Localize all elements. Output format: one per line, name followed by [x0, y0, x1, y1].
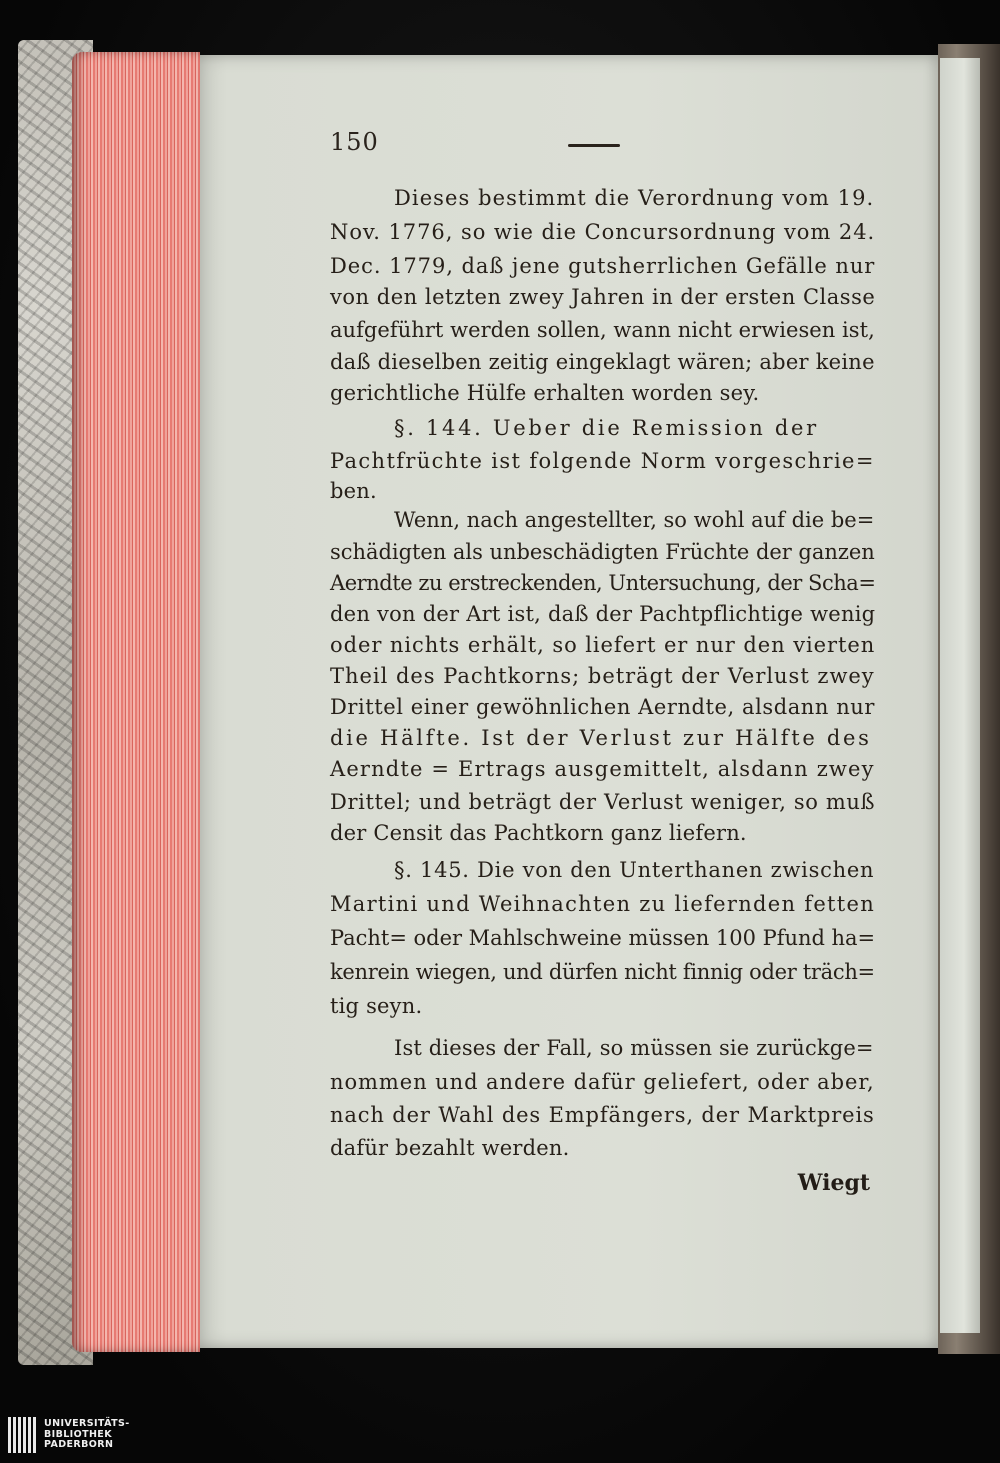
text-line: tig seyn. [330, 994, 423, 1018]
catchword: Wiegt [797, 1170, 870, 1196]
logo-line-1: UNIVERSITÄTS- [44, 1417, 130, 1429]
text-line: von den letzten zwey Jahren in der ersten Classe [330, 285, 876, 309]
page-block-edges [72, 52, 200, 1352]
text-line: Aerndte zu erstreckenden, Untersuchung, der Scha= [330, 571, 876, 595]
text-line: den von der Art ist, daß der Pachtpflichtige wenig [330, 602, 876, 626]
text-line: §. 144. Ueber die Remission der [394, 416, 819, 440]
text-line: Drittel einer gewöhnlichen Aerndte, alsdann nur [330, 695, 875, 719]
text-line: Theil des Pachtkorns; beträgt der Verlust zwey [330, 664, 875, 688]
text-line: Pacht= oder Mahlschweine müssen 100 Pfund ha= [330, 926, 876, 950]
logo-line-2: BIBLIOTHEK [44, 1428, 112, 1440]
text-line: aufgeführt werden sollen, wann nicht erwiesen ist, [330, 318, 875, 342]
text-line: schädigten als unbeschädigten Früchte der ganzen [330, 540, 875, 564]
text-line: oder nichts erhält, so liefert er nur den vierten [330, 633, 876, 657]
text-line: nommen und andere dafür geliefert, oder aber, [330, 1070, 875, 1094]
library-logo [8, 1417, 130, 1453]
text-line: der Censit das Pachtkorn ganz liefern. [330, 821, 747, 845]
text-line: kenrein wiegen, und dürfen nicht finnig oder träch= [330, 960, 875, 984]
text-line: gerichtliche Hülfe erhalten worden sey. [330, 381, 760, 405]
text-line: daß dieselben zeitig eingeklagt wären; aber keine [330, 350, 875, 374]
text-line: dafür bezahlt werden. [330, 1136, 570, 1160]
text-line: Wenn, nach angestellter, so wohl auf die be= [394, 508, 875, 532]
text-line: Ist dieses der Fall, so müssen sie zurückge= [394, 1036, 874, 1060]
page-number: 150 [330, 128, 379, 156]
text-line: Drittel; und beträgt der Verlust weniger, so muß [330, 790, 876, 814]
text-line: Dec. 1779, daß jene gutsherrlichen Gefälle nur [330, 254, 876, 278]
text-line: Nov. 1776, so wie die Concursordnung vom 24. [330, 220, 876, 244]
text-line: nach der Wahl des Empfängers, der Marktpreis [330, 1103, 875, 1127]
text-line: Dieses bestimmt die Verordnung vom 19. [394, 186, 875, 210]
logo-bars-icon [8, 1417, 36, 1453]
text-line: Pachtfrüchte ist folgende Norm vorgeschrie= [330, 449, 875, 473]
text-line: Aerndte = Ertrags ausgemittelt, alsdann zwey [330, 757, 875, 781]
logo-text [44, 1419, 130, 1452]
text-line: §. 145. Die von den Unterthanen zwischen [394, 858, 875, 882]
text-line: die Hälfte. Ist der Verlust zur Hälfte des [330, 726, 872, 750]
text-line: ben. [330, 479, 377, 503]
header-rule [568, 144, 620, 147]
logo-line-3: PADERBORN [44, 1439, 114, 1451]
facing-page-strip [940, 58, 980, 1333]
text-line: Martini und Weihnachten zu liefernden fetten [330, 892, 876, 916]
